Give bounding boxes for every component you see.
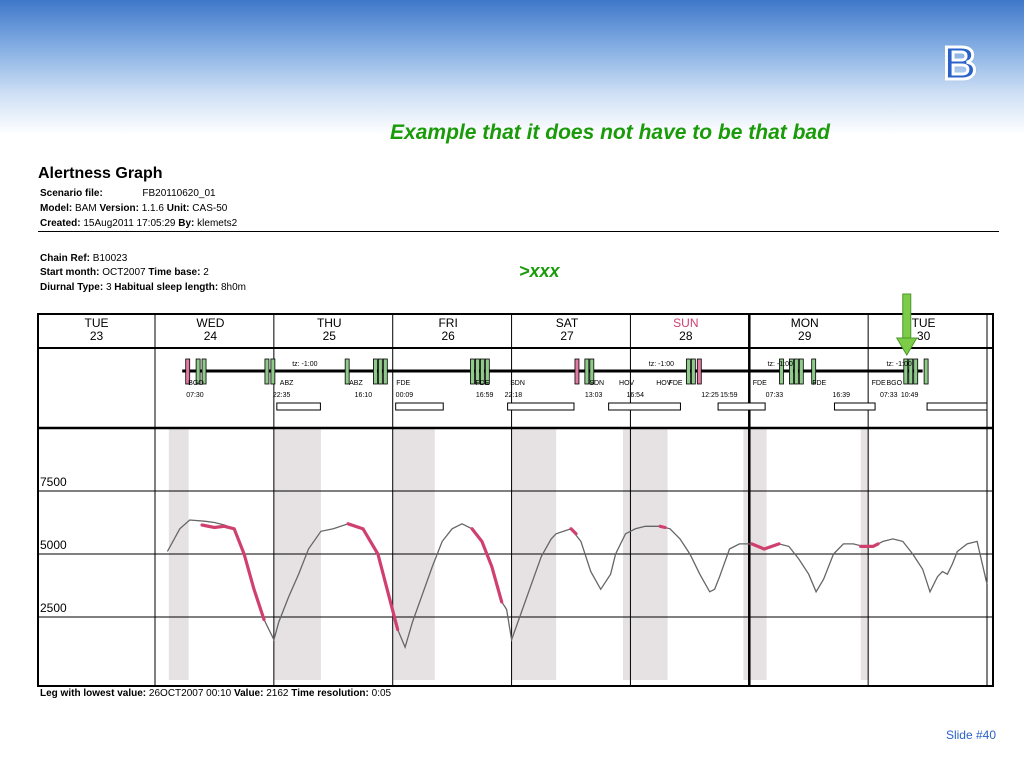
station-label: FDE — [668, 380, 683, 387]
station-label: FDE — [396, 380, 411, 387]
section-badge: B — [943, 37, 977, 89]
day-label: SUN — [673, 316, 699, 330]
lowest-label: Leg with lowest value: — [40, 688, 147, 699]
day-label: THU — [316, 316, 342, 330]
date-label: 28 — [679, 329, 693, 343]
duty-block — [373, 359, 377, 384]
time-base-value: 2 — [203, 267, 209, 278]
duty-block — [697, 359, 701, 384]
model-value: BAM — [75, 203, 97, 214]
rest-bar — [508, 403, 574, 410]
rest-bar — [277, 403, 321, 410]
date-label: 24 — [203, 329, 218, 343]
time-label: 07:33 — [880, 392, 898, 399]
time-label: 13:03 — [584, 392, 603, 399]
time-label: 00:09 — [395, 392, 414, 399]
time-label: 07:30 — [186, 392, 204, 399]
day-label: WED — [196, 316, 225, 330]
station-label: FDE — [812, 380, 827, 387]
day-label: TUE — [84, 316, 109, 330]
diurnal-label: Diurnal Type: — [40, 282, 104, 293]
duty-block — [378, 359, 382, 384]
date-label: 23 — [89, 329, 104, 343]
chain-label: Chain Ref: — [40, 253, 90, 264]
duty-block — [799, 359, 803, 384]
day-label: MON — [790, 316, 819, 330]
day-label: SAT — [555, 316, 579, 330]
slide-number: Slide #40 — [945, 728, 996, 742]
resolution-value: 0:05 — [371, 688, 392, 699]
habitual-value: 8h0m — [220, 282, 246, 293]
rest-bar — [834, 403, 875, 410]
start-month-value: OCT2007 — [102, 267, 146, 278]
duty-block — [794, 359, 798, 384]
day-label: FRI — [438, 316, 458, 330]
start-month-label: Start month: — [40, 267, 100, 278]
pointer-arrow-shaft — [903, 294, 911, 339]
date-label: 29 — [798, 329, 812, 343]
time-label: 12:25 — [701, 392, 719, 399]
report-title: Alertness Graph — [38, 165, 163, 182]
station-label: BGO — [886, 380, 903, 387]
chain-value: B10023 — [92, 253, 128, 264]
timezone-label: tz: -1:00 — [767, 361, 793, 368]
unit-value: CAS-50 — [192, 203, 228, 214]
time-label: 10:49 — [900, 392, 919, 399]
low-alertness-segment — [348, 524, 398, 630]
station-label: SDN — [589, 380, 605, 387]
duty-block — [265, 359, 269, 384]
station-label: ABZ — [349, 380, 363, 387]
model-label: Model: — [40, 203, 73, 214]
station-label: ABZ — [279, 380, 294, 387]
version-value: 1.1.6 — [141, 203, 164, 214]
version-label: Version: — [99, 203, 139, 214]
rest-bar — [609, 403, 681, 410]
time-label: 16:59 — [475, 392, 494, 399]
timezone-label: tz: -1:00 — [292, 361, 318, 368]
pointer-arrow-icon — [897, 338, 917, 355]
annotation-label: >xxx — [519, 261, 560, 281]
low-alertness-segment — [202, 525, 264, 620]
by-label: By: — [178, 218, 195, 229]
duty-block — [575, 359, 579, 384]
y-tick-label: 7500 — [40, 475, 67, 489]
date-label: 27 — [560, 329, 574, 343]
time-label: 22:35 — [272, 392, 291, 399]
y-tick-label: 5000 — [40, 538, 67, 552]
date-label: 26 — [441, 329, 455, 343]
unit-label: Unit: — [166, 203, 190, 214]
date-label: 30 — [916, 329, 931, 343]
diurnal-value: 3 — [105, 282, 112, 293]
time-label: 16:39 — [832, 392, 851, 399]
day-label: TUE — [911, 316, 936, 330]
low-alertness-segment — [660, 526, 665, 527]
time-label: 16:54 — [626, 392, 644, 399]
lowest-value: 26OCT2007 00:10 — [148, 688, 232, 699]
habitual-label: Habitual sleep length: — [114, 282, 219, 293]
rest-bar — [396, 403, 444, 410]
duty-block — [924, 359, 928, 384]
station-label: SDN — [510, 380, 525, 387]
duty-block — [271, 359, 275, 384]
duty-block — [470, 359, 474, 384]
rest-bar — [927, 403, 987, 410]
by-value: klemets2 — [197, 218, 238, 229]
created-label: Created: — [40, 218, 81, 229]
duty-block — [691, 359, 695, 384]
slide-headline: Example that it does not have to be that bad — [390, 121, 830, 144]
resolution-label: Time resolution: — [291, 688, 369, 699]
station-label: FDE — [752, 380, 767, 387]
value-label: Value: — [233, 688, 264, 699]
time-label: 22:18 — [504, 392, 523, 399]
station-label: BGO — [188, 380, 204, 387]
scenario-value: FB20110620_01 — [142, 188, 216, 199]
created-value: 15Aug2011 17:05:29 — [83, 218, 176, 229]
time-label: 15:59 — [720, 392, 738, 399]
station-label: FDE — [871, 380, 886, 387]
duty-block — [585, 359, 589, 384]
duty-block — [383, 359, 387, 384]
chart-footer — [40, 688, 391, 699]
timezone-label: tz: -1:00 — [886, 361, 912, 368]
duty-block — [914, 359, 918, 384]
time-label: 16:10 — [354, 392, 373, 399]
duty-block — [686, 359, 690, 384]
low-alertness-segment — [571, 529, 576, 534]
y-tick-label: 2500 — [40, 601, 67, 615]
scenario-label: Scenario file: — [40, 188, 103, 199]
time-base-label: Time base: — [148, 267, 201, 278]
station-label: HOV — [656, 380, 672, 387]
timezone-label: tz: -1:00 — [648, 361, 675, 368]
station-label: HOV — [619, 380, 635, 387]
value-value: 2162 — [266, 688, 289, 699]
rest-bar — [718, 403, 765, 410]
time-label: 07:33 — [765, 392, 784, 399]
low-alertness-segment — [472, 529, 502, 602]
station-label: FDE — [475, 380, 490, 387]
date-label: 25 — [322, 329, 336, 343]
